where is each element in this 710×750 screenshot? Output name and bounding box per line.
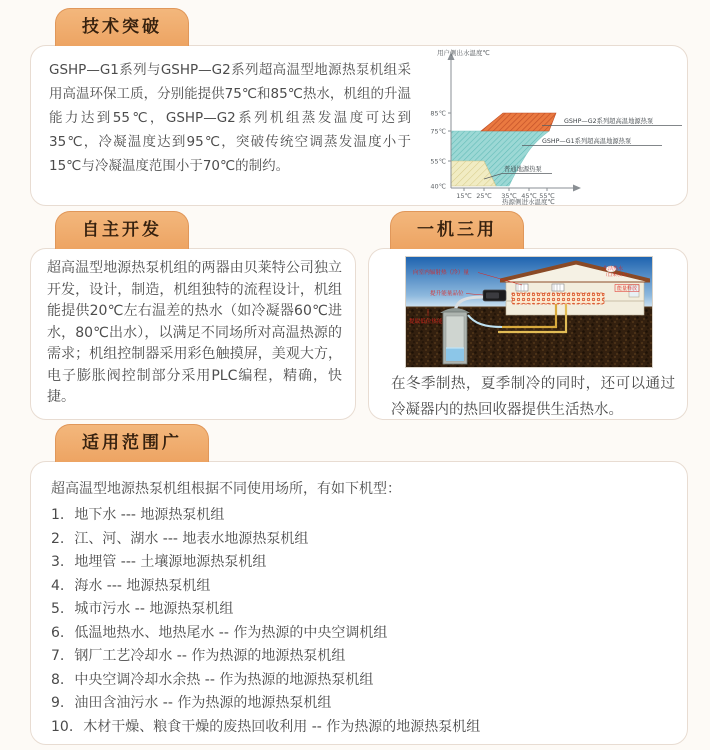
borehole-well (440, 308, 470, 364)
application-item: 10. 木材干燥、粮食干燥的废热回收利用 -- 作为热源的地源热泵机组 (51, 718, 481, 735)
condenser-coil (512, 293, 604, 304)
y-tick-40: 40℃ (430, 182, 446, 191)
x-tick-45: 45℃ (521, 192, 537, 200)
application-item: 4. 海水 --- 地源热泵机组 (51, 577, 211, 594)
application-item: 8. 中央空调冷却水余热 -- 作为热源的地源热泵机组 (51, 671, 374, 688)
y-axis-title: 用户侧出水温度℃ (437, 49, 490, 57)
label-gshp-g1: GSHP—G1系列超高温地源热泵 (542, 138, 632, 145)
panel-tech-breakthrough (30, 45, 688, 206)
tab-tech-breakthrough: 技术突破 (55, 8, 189, 46)
application-item: 1. 地下水 --- 地源热泵机组 (51, 507, 225, 523)
panel-wide-application (30, 461, 688, 745)
panel-independent-development (30, 248, 356, 420)
application-item: 7. 钢厂工艺冷却水 -- 作为热源的地源热泵机组 (51, 648, 346, 664)
label-ordinary-gshp: 普通地源热泵 (504, 166, 542, 173)
label-extract-heat: 提取低位热能 (409, 319, 443, 325)
label-upgrade-energy: 提升能量品位 (430, 291, 464, 297)
y-tick-85: 85℃ (430, 109, 446, 118)
heat-pump-unit (483, 290, 506, 301)
application-list (51, 504, 671, 739)
tab-independent-development: 自主开发 (55, 211, 189, 249)
label-radiate-heat: 向室内辐射热（冷）量 (413, 270, 469, 276)
label-energy-release: 能量释放 (617, 286, 638, 292)
y-tick-55: 55℃ (430, 157, 446, 166)
application-item: 5. 城市污水 -- 地源热泵机组 (51, 601, 234, 617)
tab-one-machine-three-uses: 一机三用 (390, 211, 524, 249)
region-gshp-g2 (481, 113, 556, 131)
panel-one-machine-three-uses (368, 248, 688, 420)
label-tap-water-in: （自来水入） (603, 273, 631, 278)
x-axis-arrow (573, 185, 581, 192)
application-item: 2. 江、河、湖水 --- 地表水地源热泵机组 (51, 530, 309, 547)
application-intro: 超高温型地源热泵机组根据不同使用场所，有如下机型： (51, 481, 401, 497)
temperature-range-chart (424, 47, 687, 205)
x-axis-title: 热源侧进水温度℃ (502, 198, 555, 205)
application-item: 9. 油田含油污水 -- 作为热源的地源热泵机组 (51, 695, 332, 711)
label-domestic-hot-water: 生活热水 (603, 266, 624, 272)
triple-use-caption: 在冬季制热，夏季制冷的同时，还可以通过冷凝器内的热回收器提供生活热水。 (391, 376, 675, 418)
heat-pump-house-illustration (405, 256, 653, 368)
application-item: 6. 低温地热水、地热尾水 -- 作为热源的中央空调机组 (51, 624, 388, 641)
y-tick-75: 75℃ (430, 127, 446, 136)
dev-paragraph: 超高温型地源热泵机组的两器由贝莱特公司独立开发，设计，制造，机组独特的流程设计，机组能提供20℃左右温差的热水（如冷凝器60℃进水，80℃出水），以满足不同场所对高温热源的需求；机组控制器采用彩色触摸屏，美观大方，电子膨胀阀控制部分采用PLC编程，精确，快捷。 (47, 260, 342, 405)
label-gshp-g2: GSHP—G2系列超高温地源热泵 (564, 118, 654, 125)
tech-paragraph: GSHP—G1系列与GSHP—G2系列超高温型地源热泵机组采用高温环保工质，分别能提供75℃和85℃热水，机组的升温能力达到55℃，GSHP—G2系列机组蒸发温度可达到35℃，冷凝温度达到95℃，突破传统空调蒸发温度小于15℃与冷凝温度范围小于70℃的制约。 (49, 62, 411, 174)
x-tick-55: 55℃ (539, 192, 555, 200)
application-item: 3. 地埋管 --- 土壤源地源热泵机组 (51, 554, 267, 570)
tab-wide-application: 适用范围广 (55, 424, 209, 462)
x-tick-35: 35℃ (501, 192, 517, 200)
x-tick-25: 25℃ (476, 192, 492, 200)
x-tick-15: 15℃ (456, 192, 472, 200)
